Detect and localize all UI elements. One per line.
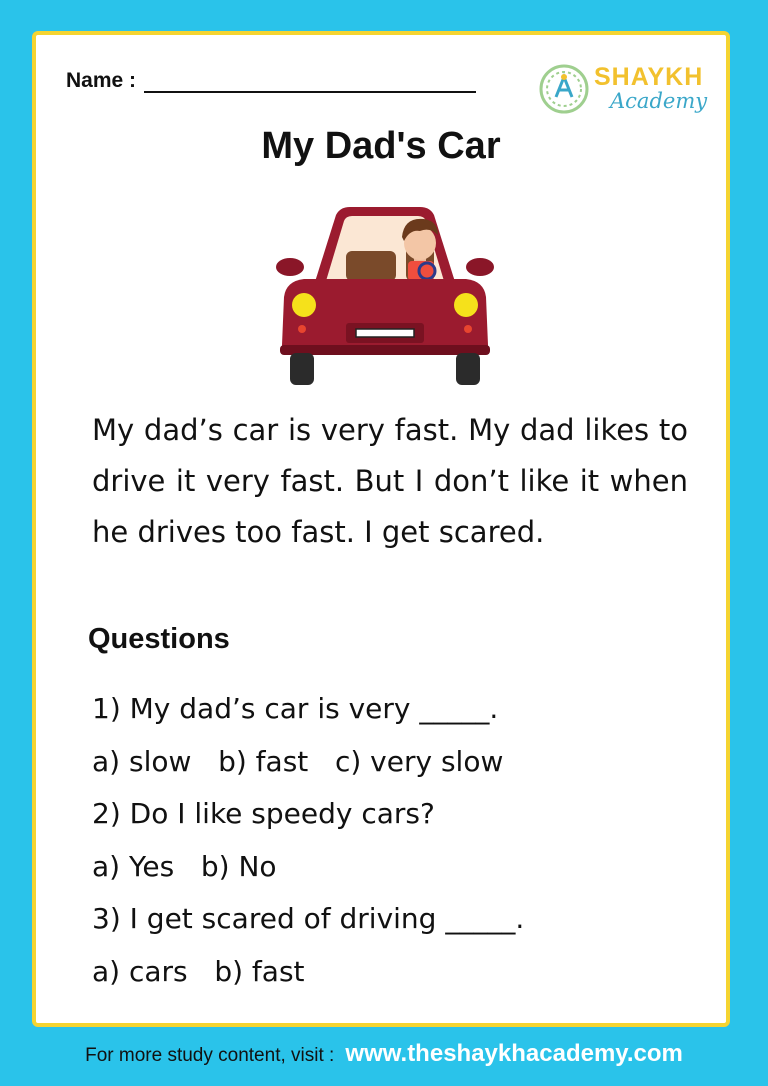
- question-2-options: a) Yes b) No: [92, 849, 277, 883]
- logo-emblem-icon: [538, 63, 590, 115]
- name-label: Name :: [66, 69, 137, 92]
- questions-list: [92, 683, 524, 998]
- car-with-driver-icon: [274, 205, 496, 385]
- worksheet: [32, 31, 730, 1027]
- footer-website-link[interactable]: www.theshaykhacademy.com: [345, 1040, 683, 1067]
- shaykh-academy-logo: [536, 59, 716, 123]
- page-title: My Dad's Car: [261, 125, 501, 167]
- logo-text-academy: Academy: [610, 89, 708, 113]
- question-3: 3) I get scared of driving _____.: [92, 902, 525, 935]
- story-paragraph: My dad’s car is very fast. My dad likes to drive it very fast. But I don’t like it when he drives too fast. I get scared.: [92, 413, 688, 549]
- name-blank-line: [144, 73, 476, 93]
- footer-lead-text: For more study content, visit :: [85, 1045, 335, 1066]
- question-3-options: a) cars b) fast: [92, 954, 305, 988]
- question-1: 1) My dad’s car is very _____.: [92, 692, 499, 725]
- question-1-options: a) slow b) fast c) very slow: [92, 744, 504, 778]
- name-field-row: [66, 69, 476, 93]
- question-2: 2) Do I like speedy cars?: [92, 797, 435, 830]
- questions-heading: Questions: [88, 623, 230, 655]
- footer: [0, 1040, 768, 1068]
- logo-text-shaykh: SHAYKH: [594, 63, 704, 91]
